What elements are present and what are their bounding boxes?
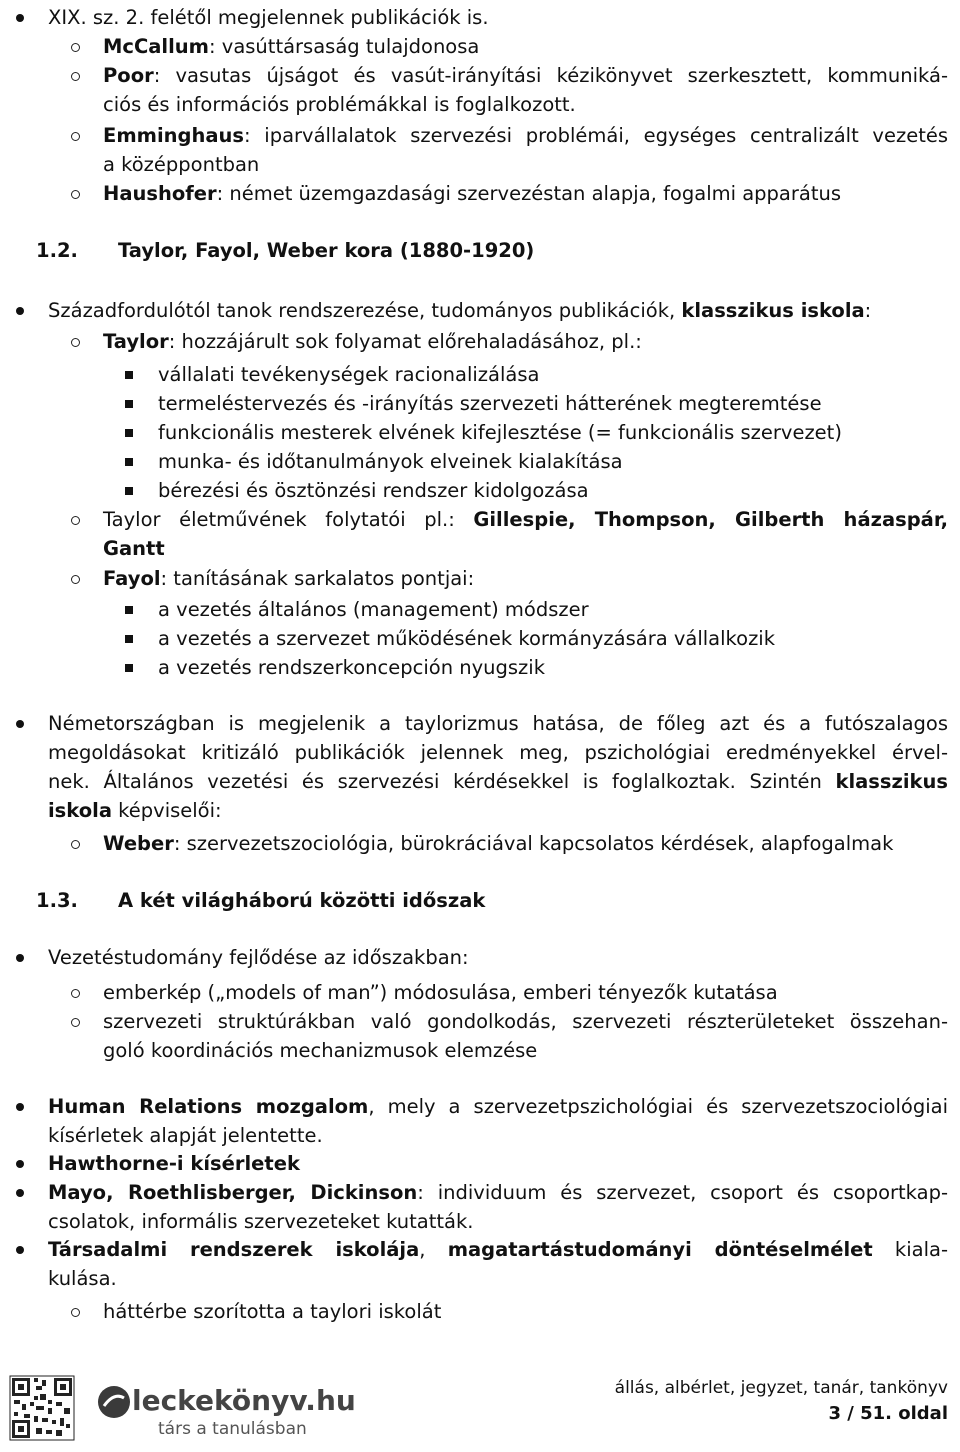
svg-text:társ a tanulásban: társ a tanulásban xyxy=(158,1419,307,1439)
footer-tags: állás, albérlet, jegyzet, tanár, tankönyv xyxy=(614,1378,948,1398)
bullet-circle xyxy=(71,1018,80,1027)
bullet-circle xyxy=(71,190,80,199)
section-heading: A két világháború közötti időszak xyxy=(118,889,486,912)
bullet-square xyxy=(125,487,133,495)
section-number: 1.3. xyxy=(36,889,78,912)
bullet-circle xyxy=(71,575,80,584)
bullet-square xyxy=(125,606,133,614)
qr-code-icon xyxy=(8,1372,368,1444)
bullet-disc xyxy=(16,1160,24,1168)
bullet-disc xyxy=(16,1246,24,1254)
bullet-disc xyxy=(16,954,24,962)
bullet-square xyxy=(125,429,133,437)
bullet-circle xyxy=(71,516,80,525)
page-number: 3 / 51. oldal xyxy=(828,1403,948,1424)
bullet-square xyxy=(125,458,133,466)
svg-text:leckekönyv.hu: leckekönyv.hu xyxy=(132,1384,356,1417)
bullet-square xyxy=(125,635,133,643)
bullet-disc xyxy=(16,720,24,728)
bullet-square xyxy=(125,664,133,672)
bullet-circle xyxy=(71,132,80,141)
bullet-square xyxy=(125,371,133,379)
bullet-disc xyxy=(16,1189,24,1197)
bullet-disc xyxy=(16,14,24,22)
bullet-circle xyxy=(71,1308,80,1317)
footer-logo[interactable] xyxy=(8,1372,368,1444)
document-page: XIX. sz. 2. felétől megjelennek publikációk is. McCallum: vasúttársaság tulajdonosa Poor: vasutas újságot és vasút-irányítási kézikönyvet szerkesztett, kommuniká- ciós és információs problémákkal is foglalkozott. Emminghaus: iparvállalatok szervezési problémái, egységes centralizált vezetés a középpontban Haushofer: német üzemgazdasági szervezéstan alapja, fogalmi apparátus 1.2. Taylor, Fayol, Weber kora (1880-1920) Századfordulótól tanok rendszerezése, tudományos publikációk, klasszikus iskola: Taylor: hozzájárult sok folyamat előrehaladásához, pl.: vállalati tevékenységek racionalizálása termeléstervezés és -irányítás szervezeti hátterének megteremtése funkcionális mesterek elvének kifejlesztése (= funkcionális szervezet) munka- és időtanulmányok elveinek kialakítása bérezési és ösztönzési rendszer kidolgozása Taylor életművének folytatói pl.: Gillespie, Thompson, Gilberth házaspár, Gantt Fayol: tanításának sarkalatos pontjai: a vezetés általános (management) módszer a vezetés a szervezet működésének kormányzására vállalkozik a vezetés rendszerkoncepción nyugszik Németországban is megjelenik a taylorizmus hatása, de főleg azt és a futószalagos megoldásokat kritizáló publikációk jelennek meg, pszichológiai eredményekkel érvel- nek. Általános vezetési és szervezési kérdésekkel is foglalkoztak. Szintén klasszikus iskola képviselői: Weber: szervezetszociológia, bürokráciával kapcsolatos kérdések, alapfogalmak 1.3. A két világháború közötti időszak Vezetéstudomány fejlődése az időszakban: emberkép („models of man”) módosulása, emberi tényezők kutatása szervezeti struktúrákban való gondolkodás, szervezeti részterületeket összehan- goló koordinációs mechanizmusok elemzése Human Relations mozgalom, mely a szervezetpszichológiai és szervezetszociológiai kísérletek alapját jelentette. Hawthorne-i kísérletek Mayo, Roethlisberger, Dickinson: individuum és szervezet, csoport és csoportkap- csolatok, informális szervezeteket kutatták. Társadalmi rendszerek iskolája, magatartástudományi döntéselmélet kiala- kulása. háttérbe szorította a taylori iskolát leckekönyv.hu társ a tanulásban állás, albérlet, jegyzet, tanár, tankönyv 3 / 51. oldal xyxy=(0,0,960,1448)
bullet-disc xyxy=(16,307,24,315)
bullet-circle xyxy=(71,989,80,998)
bullet-circle xyxy=(71,72,80,81)
bullet-circle xyxy=(71,840,80,849)
bullet-square xyxy=(125,400,133,408)
section-heading: Taylor, Fayol, Weber kora (1880-1920) xyxy=(118,239,535,262)
bullet-circle xyxy=(71,338,80,347)
bullet-disc xyxy=(16,1103,24,1111)
section-number: 1.2. xyxy=(36,239,78,262)
bullet-circle xyxy=(71,43,80,52)
